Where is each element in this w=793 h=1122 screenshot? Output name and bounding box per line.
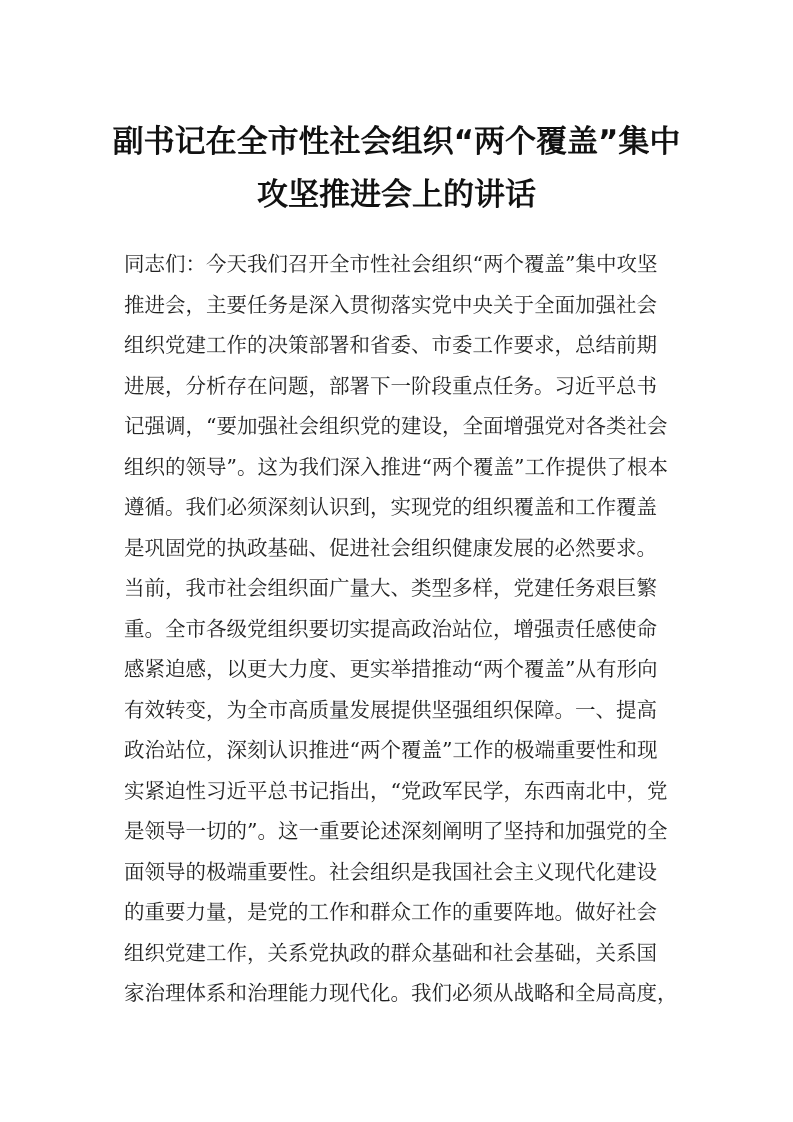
- speech-body: [124, 244, 684, 1014]
- body-line: 政治站位，深刻认识推进“两个覆盖”工作的极端重要性和现: [124, 738, 658, 762]
- body-line: 推进会，主要任务是深入贯彻落实党中央关于全面加强社会: [124, 292, 657, 317]
- body-line: 家治理体系和治理能力现代化。我们必须从战略和全局高度，: [124, 981, 678, 1005]
- body-line: 组织党建工作，关系党执政的群众基础和社会基础，关系国: [124, 940, 657, 965]
- body-line: 的重要力量，是党的工作和群众工作的重要阵地。做好社会: [124, 900, 657, 924]
- body-line: 进展，分析存在问题，部署下一阶段重点任务。习近平总书: [124, 373, 657, 398]
- body-line: 面领导的极端重要性。社会组织是我国社会主义现代化建设: [124, 859, 657, 884]
- document-title: [100, 116, 693, 222]
- body-line: 记强调，“要加强社会组织党的建设，全面增强党对各类社会: [124, 414, 668, 438]
- body-line: 组织的领导”。这为我们深入推进“两个覆盖”工作提供了根本: [124, 454, 668, 479]
- body-line: 同志们：今天我们召开全市性社会组织“两个覆盖”集中攻坚: [124, 252, 658, 276]
- body-line: 遵循。我们必须深刻认识到，实现党的组织覆盖和工作覆盖: [124, 495, 657, 519]
- body-line: 实紧迫性习近平总书记指出，“党政军民学，东西南北中，党: [124, 778, 668, 803]
- body-line: 是巩固党的执政基础、促进社会组织健康发展的必然要求。: [124, 535, 657, 560]
- title-line: 攻坚推进会上的讲话: [257, 177, 536, 213]
- body-line: 当前，我市社会组织面广量大、类型多样，党建任务艰巨繁: [124, 576, 657, 600]
- title-line: 副书记在全市性社会组织“两个覆盖”集中: [112, 124, 681, 160]
- body-line: 组织党建工作的决策部署和省委、市委工作要求，总结前期: [124, 333, 657, 357]
- body-line: 感紧迫感，以更大力度、更实举措推动“两个覆盖”从有形向: [124, 657, 658, 681]
- body-line: 有效转变，为全市高质量发展提供坚强组织保障。一、提高: [124, 697, 657, 722]
- body-line: 是领导一切的”。这一重要论述深刻阐明了坚持和加强党的全: [124, 819, 668, 843]
- body-line: 重。全市各级党组织要切实提高政治站位，增强责任感使命: [124, 616, 657, 641]
